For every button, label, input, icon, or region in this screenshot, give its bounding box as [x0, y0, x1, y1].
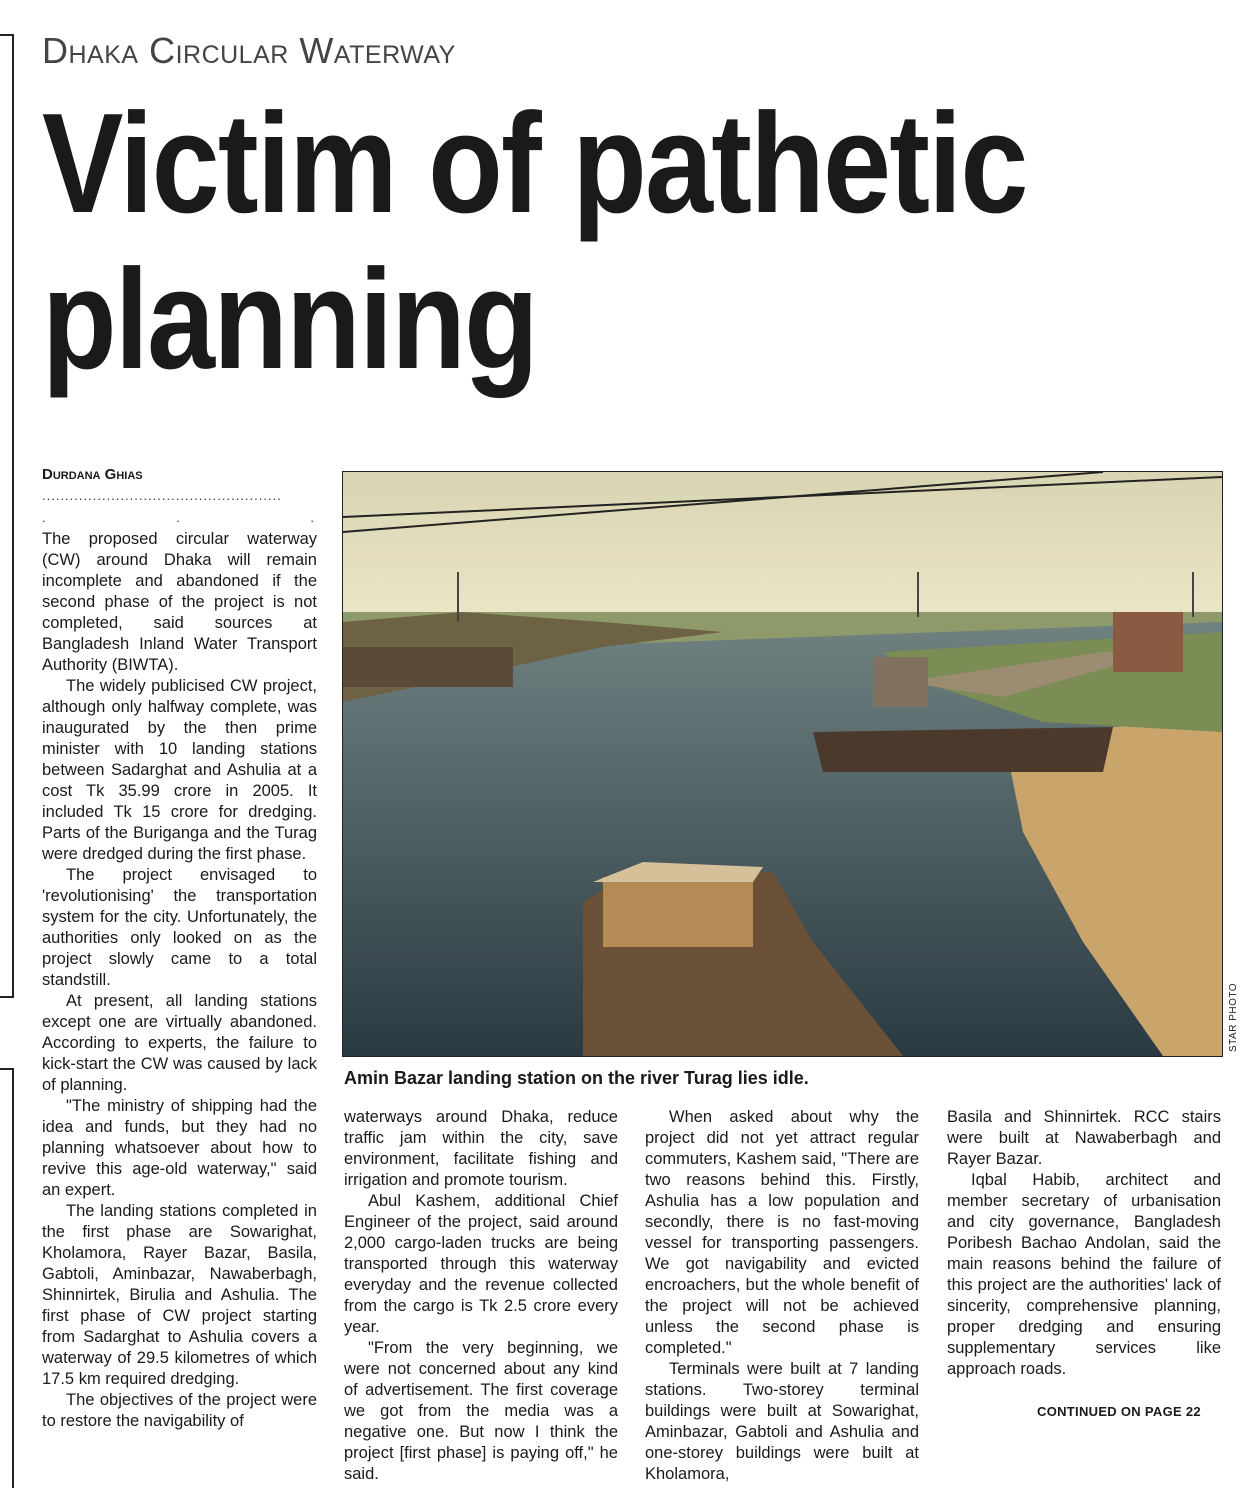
paragraph: waterways around Dhaka, reduce traffic jam within the city, save environment, facilitate fishing and irrigation and promote tourism. — [344, 1108, 618, 1189]
byline-dot: . — [310, 510, 314, 525]
article-column-3 — [645, 1107, 919, 1485]
article-column-2 — [344, 1107, 618, 1485]
paragraph: "The ministry of shipping had the idea and funds, but they had no planning whatsoever about how to revive this age-old waterway," said an expert. — [42, 1097, 317, 1199]
byline-rule: .................................................... — [42, 488, 282, 503]
river-landing-photo — [343, 472, 1222, 1056]
paragraph: The project envisaged to 'revolutionising' the transportation system for the city. Unfortunately, the authorities only looked on as the project slowly came to a total standstill. — [42, 866, 317, 989]
photo-caption: Amin Bazar landing station on the river Turag lies idle. — [344, 1068, 809, 1088]
paragraph: The objectives of the project were to restore the navigability of — [42, 1391, 317, 1430]
article-column-4 — [947, 1107, 1221, 1380]
byline-dot: . — [42, 510, 46, 525]
section-kicker: Dhaka Circular Waterway — [42, 30, 456, 71]
headline: Victim of pathetic planning — [42, 84, 1027, 399]
continued-on-link[interactable]: CONTINUED ON PAGE 22 — [1037, 1404, 1201, 1419]
margin-tick-top — [0, 34, 14, 36]
paragraph: When asked about why the project did not yet attract regular commuters, Kashem said, "There are two reasons behind this. Firstly, Ashulia has a low population and secondly, there is no fast-moving vessel for transporting passengers. We got navigability and evicted encroachers, but the whole benefit of the project will not be achieved unless the second phase is completed." — [645, 1108, 919, 1357]
byline-dot: . — [176, 510, 180, 525]
article-column-1 — [42, 529, 317, 1432]
margin-rule-top — [12, 34, 14, 998]
margin-tick-bottom — [0, 996, 14, 998]
paragraph: The proposed circular waterway (CW) around Dhaka will remain incomplete and abandoned if the second phase of the project is not completed, said sources at Bangladesh Inland Water Transport Authority (BIWTA). — [42, 530, 317, 674]
byline: Durdana Ghias — [42, 466, 143, 483]
paragraph: At present, all landing stations except one are virtually abandoned. According to experts, the failure to kick-start the CW was caused by lack of planning. — [42, 992, 317, 1094]
news-photo — [342, 471, 1223, 1057]
paragraph: The widely publicised CW project, although only halfway complete, was inaugurated by the then prime minister with 10 landing stations between Sadarghat and Ashulia at a cost Tk 35.99 crore in 2005. It included Tk 15 crore for dredging. Parts of the Buriganga and the Turag were dredged during the first phase. — [42, 677, 317, 863]
paragraph: Basila and Shinnirtek. RCC stairs were built at Nawaberbagh and Rayer Bazar. — [947, 1108, 1221, 1168]
paragraph: The landing stations completed in the first phase are Sowarighat, Kholamora, Rayer Bazar, Basila, Gabtoli, Aminbazar, Nawaberbagh, Shinnirtek, Birulia and Ashulia. The first phase of CW project starting from Sadarghat to Ashulia covers a waterway of 29.5 kilometres of which 17.5 km required dredging. — [42, 1202, 317, 1388]
paragraph: Abul Kashem, additional Chief Engineer of the project, said around 2,000 cargo-laden trucks are being transported through this waterway everyday and the revenue collected from the cargo is Tk 2.5 crore every year. — [344, 1192, 618, 1336]
paragraph: Iqbal Habib, architect and member secretary of urbanisation and city governance, Bangladesh Poribesh Bachao Andolan, said the main reasons behind the failure of this project are the authorities' lack of sincerity, comprehensive planning, proper dredging and ensuring supplementary services like approach roads. — [947, 1171, 1221, 1378]
photo-credit: STAR PHOTO — [1228, 982, 1239, 1052]
margin-tick-lower — [0, 1068, 14, 1070]
byline-dots — [42, 510, 314, 525]
paragraph: Terminals were built at 7 landing stations. Two-storey terminal buildings were built at Sowarighat, Aminbazar, Gabtoli and Ashulia and one-storey buildings were built at Kholamora, — [645, 1360, 919, 1483]
paragraph: "From the very beginning, we were not concerned about any kind of advertisement. The first coverage we got from the media was a negative one. But now I think the project [first phase] is paying off," he said. — [344, 1339, 618, 1483]
margin-rule-lower — [12, 1068, 14, 1488]
